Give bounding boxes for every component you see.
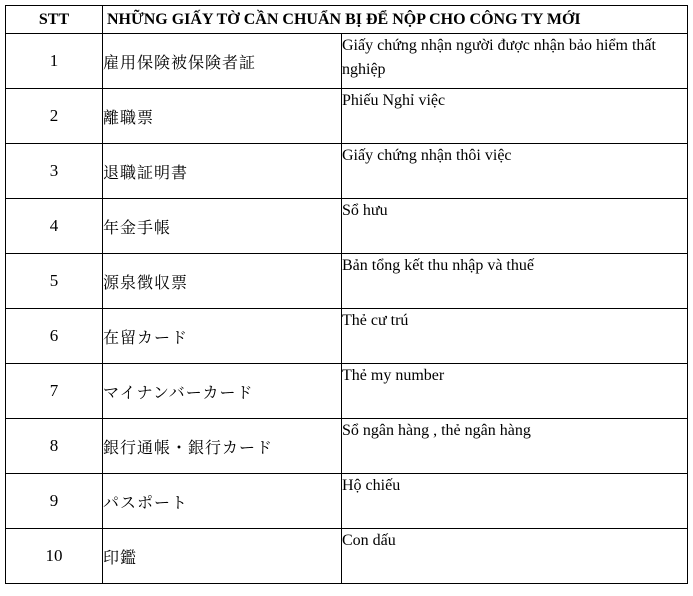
japanese-document-name: 在留カード — [103, 309, 342, 364]
vietnamese-document-name: Giấy chứng nhận người được nhận bảo hiểm thất nghiệp — [342, 34, 688, 89]
vietnamese-document-name: Con dấu — [342, 529, 688, 584]
japanese-document-name: マイナンバーカード — [103, 364, 342, 419]
row-number: 3 — [6, 144, 103, 199]
row-number: 4 — [6, 199, 103, 254]
row-number: 1 — [6, 34, 103, 89]
table-row — [6, 254, 688, 309]
japanese-document-name: 雇用保険被保険者証 — [103, 34, 342, 89]
vietnamese-document-name: Giấy chứng nhận thôi việc — [342, 144, 688, 199]
table-row — [6, 364, 688, 419]
vietnamese-document-name: Sổ hưu — [342, 199, 688, 254]
japanese-document-name: 源泉徴収票 — [103, 254, 342, 309]
table-row — [6, 89, 688, 144]
vietnamese-document-name: Phiếu Nghỉ việc — [342, 89, 688, 144]
row-number: 6 — [6, 309, 103, 364]
row-number: 9 — [6, 474, 103, 529]
table-row — [6, 419, 688, 474]
table-row — [6, 309, 688, 364]
vietnamese-document-name: Thẻ my number — [342, 364, 688, 419]
row-number: 10 — [6, 529, 103, 584]
documents-table — [5, 5, 688, 584]
japanese-document-name: 離職票 — [103, 89, 342, 144]
table-row — [6, 34, 688, 89]
table-body — [6, 34, 688, 584]
vietnamese-document-name: Sổ ngân hàng , thẻ ngân hàng — [342, 419, 688, 474]
japanese-document-name: 印鑑 — [103, 529, 342, 584]
table-row — [6, 474, 688, 529]
vietnamese-document-name: Bản tổng kết thu nhập và thuế — [342, 254, 688, 309]
japanese-document-name: 退職証明書 — [103, 144, 342, 199]
row-number: 8 — [6, 419, 103, 474]
table-row — [6, 199, 688, 254]
header-row — [6, 6, 688, 34]
vietnamese-document-name: Hộ chiếu — [342, 474, 688, 529]
row-number: 7 — [6, 364, 103, 419]
japanese-document-name: 銀行通帳・銀行カード — [103, 419, 342, 474]
row-number: 2 — [6, 89, 103, 144]
header-stt: STT — [6, 6, 103, 34]
vietnamese-document-name: Thẻ cư trú — [342, 309, 688, 364]
table-row — [6, 144, 688, 199]
row-number: 5 — [6, 254, 103, 309]
header-title: NHỮNG GIẤY TỜ CẦN CHUẨN BỊ ĐỂ NỘP CHO CÔNG TY MỚI — [103, 6, 688, 34]
table-row — [6, 529, 688, 584]
japanese-document-name: 年金手帳 — [103, 199, 342, 254]
japanese-document-name: パスポート — [103, 474, 342, 529]
